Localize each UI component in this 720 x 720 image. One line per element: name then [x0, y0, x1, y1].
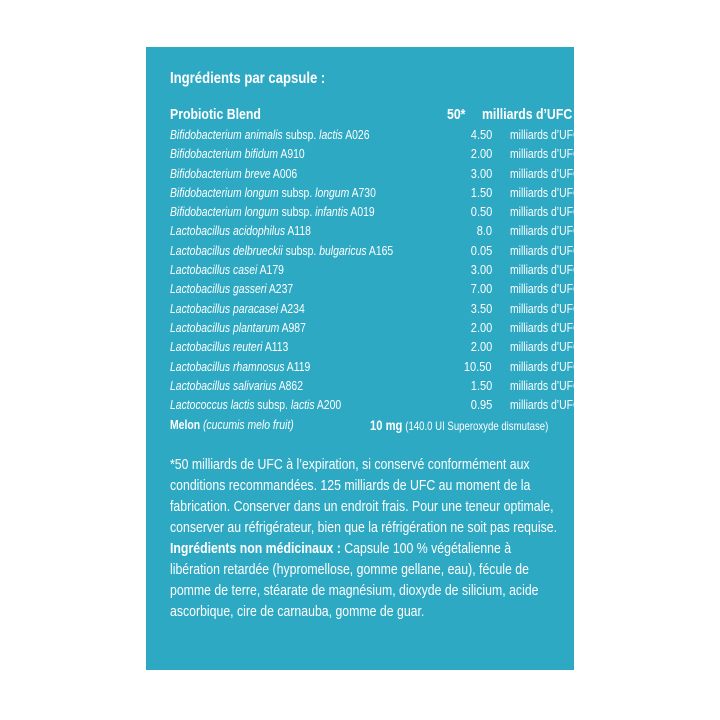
strain-value: 10.50	[464, 358, 492, 374]
strain-value: 4.50	[470, 127, 492, 142]
strain-name: Lactobacillus gasseri A237	[170, 281, 294, 297]
strain-unit: milliards d’UFC	[510, 397, 581, 413]
strain-row	[170, 241, 581, 260]
strain-name: Bifidobacterium breve A006	[170, 165, 298, 181]
strain-name: Lactobacillus plantarum A987	[170, 319, 306, 335]
strain-value: 2.00	[470, 319, 492, 335]
blend-amount: 50*	[447, 106, 466, 123]
strain-row	[170, 279, 581, 298]
strain-unit: milliards d’UFC	[510, 339, 581, 355]
strain-name: Lactobacillus delbrueckii subsp. bulgaricus A165	[170, 242, 394, 258]
strain-row	[170, 357, 581, 376]
strain-name: Lactococcus lactis subsp. lactis A200	[170, 397, 342, 413]
strain-value: 7.00	[470, 281, 492, 297]
melon-name: Melon (cucumis melo fruit)	[170, 417, 294, 433]
strain-value: 2.00	[470, 146, 492, 162]
strain-row	[170, 164, 581, 183]
strain-row	[170, 337, 581, 356]
strain-name: Bifidobacterium bifidum A910	[170, 146, 305, 162]
strain-unit: milliards d’UFC	[510, 262, 581, 278]
strain-unit: milliards d’UFC	[510, 319, 581, 335]
blend-header	[170, 105, 573, 125]
strain-value: 1.50	[470, 184, 492, 200]
strain-unit: milliards d’UFC	[510, 242, 581, 258]
strain-name: Lactobacillus rhamnosus A119	[170, 358, 311, 374]
strain-unit: milliards d’UFC	[510, 165, 581, 181]
strain-list	[170, 125, 581, 414]
strain-row	[170, 376, 581, 395]
strain-row	[170, 125, 581, 144]
strain-name: Bifidobacterium animalis subsp. lactis A026	[170, 127, 370, 142]
strain-name: Bifidobacterium longum subsp. infantis A019	[170, 204, 375, 220]
non-medicinal-ingredients: Ingrédients non médicinaux : Capsule 100 % végétalienne à libération retardée (hypromellose, gomme gellane, eau), fécule de pomme de terre, stéarate de magnésium, dioxyde de silicium, acide ascorbique, cire de carnauba, gomme de guar.	[170, 540, 539, 621]
strain-unit: milliards d’UFC	[510, 377, 581, 393]
strain-name: Lactobacillus reuteri A113	[170, 339, 289, 355]
melon-amount: 10 mg (140.0 UI Superoxyde dismutase)	[370, 417, 549, 434]
strain-unit: milliards d’UFC	[510, 300, 581, 316]
strain-unit: milliards d’UFC	[510, 204, 581, 220]
strain-row	[170, 395, 581, 414]
strain-unit: milliards d’UFC	[510, 358, 581, 374]
strain-name: Bifidobacterium longum subsp. longum A730	[170, 184, 376, 200]
strain-row	[170, 260, 581, 279]
strain-value: 0.50	[470, 204, 492, 220]
strain-row	[170, 299, 581, 318]
ingredients-panel	[146, 47, 581, 670]
blend-name: Probiotic Blend	[170, 106, 261, 123]
ingredients-title: Ingrédients par capsule :	[170, 70, 326, 87]
strain-row	[170, 221, 581, 240]
strain-value: 0.95	[470, 397, 492, 413]
strain-unit: milliards d’UFC	[510, 223, 581, 239]
strain-value: 3.50	[470, 300, 492, 316]
strain-name: Lactobacillus casei A179	[170, 262, 284, 278]
strain-unit: milliards d’UFC	[510, 127, 581, 142]
strain-unit: milliards d’UFC	[510, 146, 581, 162]
strain-name: Lactobacillus salivarius A862	[170, 377, 303, 393]
strain-value: 1.50	[470, 377, 492, 393]
strain-value: 0.05	[470, 242, 492, 258]
strain-value: 3.00	[470, 262, 492, 278]
strain-value: 3.00	[470, 165, 492, 181]
blend-unit: milliards d’UFC	[482, 106, 573, 123]
strain-row	[170, 144, 581, 163]
footnote: *50 milliards de UFC à l’expiration, si conservé conformément aux conditions recommandées. 125 milliards de UFC au moment de la fabrication. Conserver dans un endroit frais. Pour une teneur optimale, conserver au réfrigérateur, bien que la réfrigération ne soit pas requise.	[170, 456, 557, 537]
melon-row	[170, 414, 562, 436]
strain-name: Lactobacillus acidophilus A118	[170, 223, 311, 239]
strain-name: Lactobacillus paracasei A234	[170, 300, 305, 316]
strain-row	[170, 318, 581, 337]
strain-unit: milliards d’UFC	[510, 184, 581, 200]
strain-value: 8.0	[476, 223, 492, 239]
strain-row	[170, 202, 581, 221]
strain-value: 2.00	[470, 339, 492, 355]
strain-unit: milliards d’UFC	[510, 281, 581, 297]
strain-row	[170, 183, 581, 202]
